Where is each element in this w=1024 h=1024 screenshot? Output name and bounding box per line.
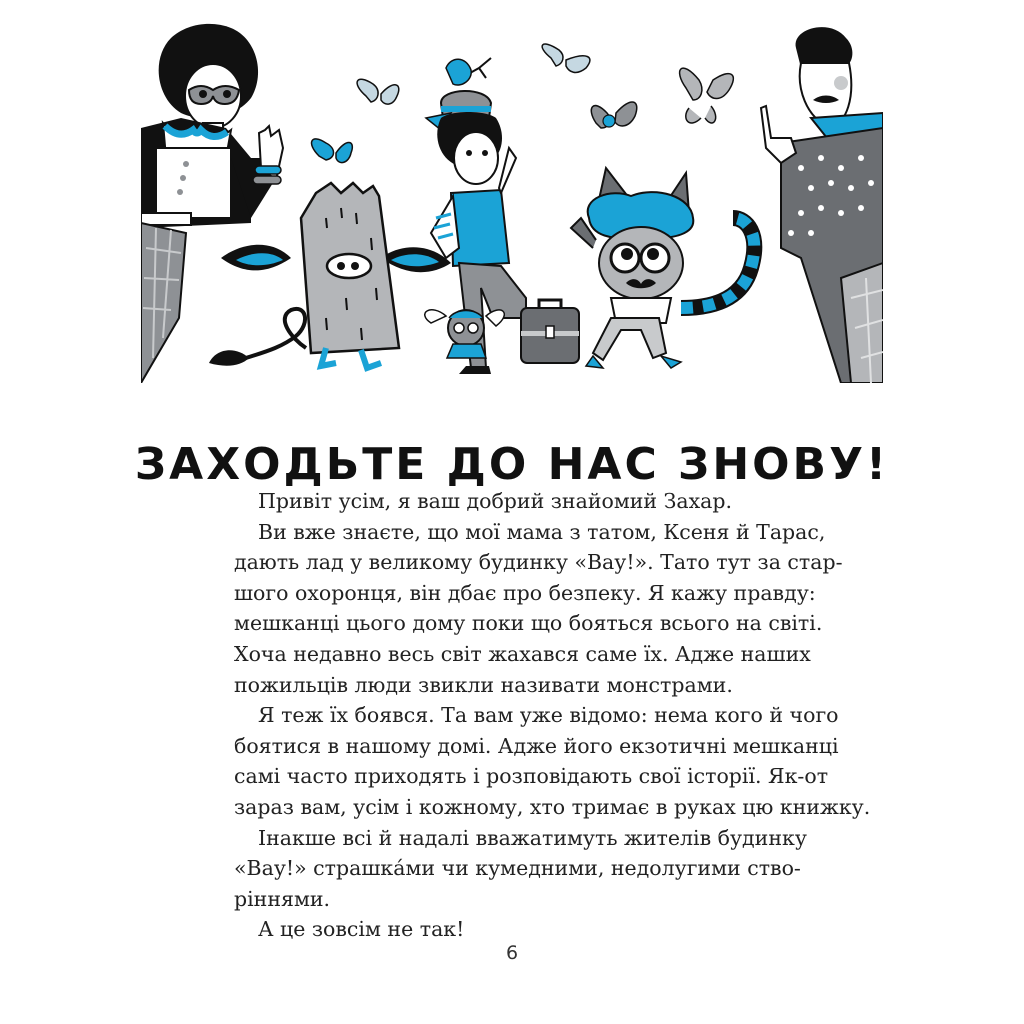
paragraph-1 [258,486,784,517]
text-line: А це зовсім не так! [258,917,465,942]
paragraph-2 [234,517,843,701]
text-line: дають лад у великому будинку «Вау!». Тато тут за стар- [234,550,843,575]
text-line: зараз вам, усім і кожному, хто тримає в руках цю книжку. [234,794,871,819]
butterfly-illustration [312,44,734,163]
text-line: Ви вже знаєте, що мої мама з татом, Ксеня й Тарас, [258,519,826,544]
text-line: шого охоронця, він дбає про безпеку. Я кажу правду: [234,580,816,605]
text-line: Я теж їх боявся. Та вам уже відомо: нема кого й чого [258,703,839,728]
text-line: самі часто приходять і розповідають свої історії. Як-от [234,764,829,789]
owl-creature-illustration [425,310,505,358]
text-line: мешканці цього дому поки що бояться всього на світі. [234,611,823,636]
paragraph-3 [234,700,871,822]
text-line: Інакше всі й надалі вважатимуть жителів будинку [258,825,807,850]
text-line: Хоча недавно весь світ жахався саме їх. Адже наших [234,641,811,666]
chapter-body [234,486,871,945]
text-line: «Вау!» страшка́ми чи кумедними, недолугими ство- [234,856,801,881]
paragraph-4 [234,823,807,915]
paragraph-5 [258,914,784,945]
text-line: пожильців люди звикли називати монстрами. [234,672,733,697]
text-line: Привіт усім, я ваш добрий знайомий Захар. [258,489,733,513]
man-with-mustache-illustration [761,27,883,383]
page-number: 6 [505,942,519,964]
chapter-illustration [141,18,883,383]
text-line: боятися в нашому домі. Адже його екзотичні мешканці [234,733,839,758]
chapter-title: ЗАХОДЬТЕ ДО НАС ЗНОВУ! [134,439,890,491]
text-line: ріннями. [234,886,331,911]
woman-with-glasses-illustration [141,24,283,383]
raccoon-illustration [571,168,754,368]
